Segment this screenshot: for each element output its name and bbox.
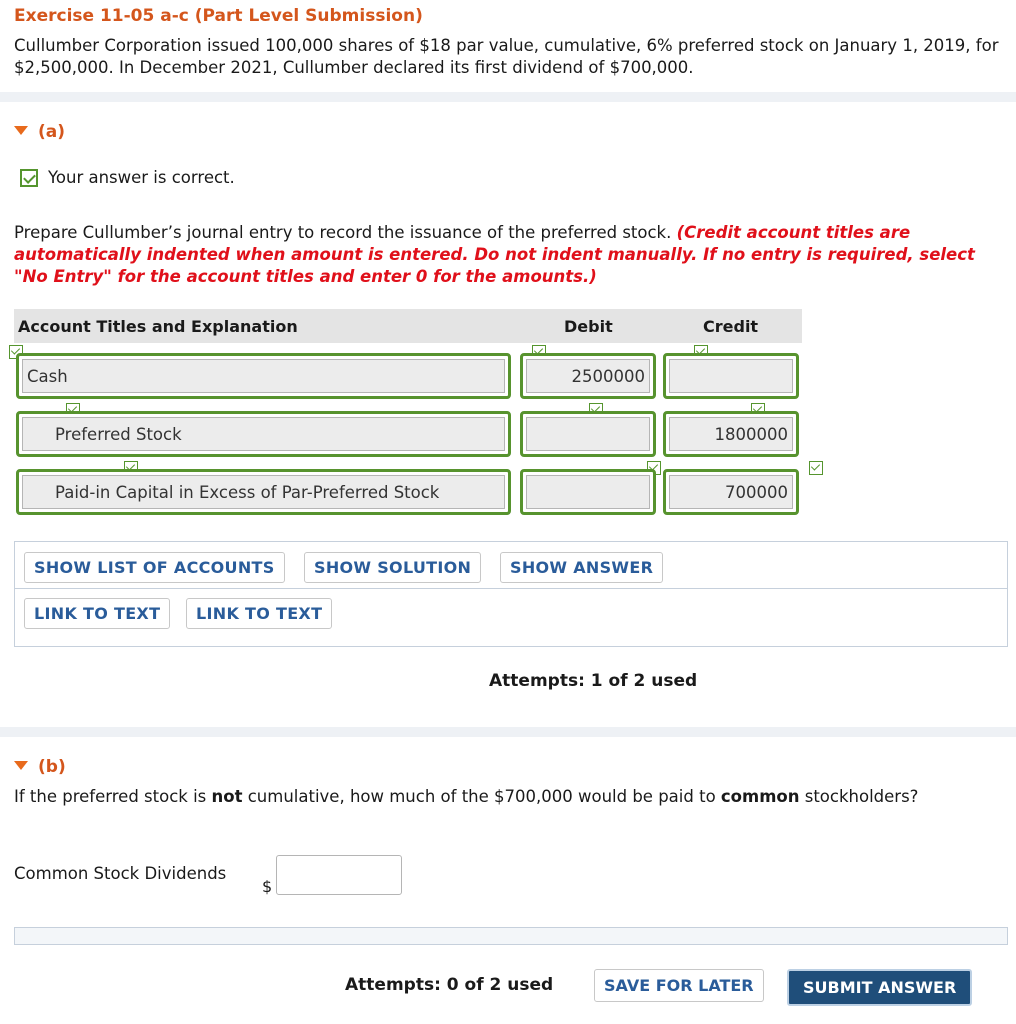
part-b-question [14, 786, 994, 808]
exercise-title: Exercise 11-05 a-c (Part Level Submission) [14, 6, 423, 26]
correct-message: Your answer is correct. [48, 168, 235, 187]
save-for-later-button[interactable]: SAVE FOR LATER [594, 969, 764, 1002]
account-value: Cash [22, 359, 505, 393]
account-field-row-3[interactable] [16, 469, 511, 515]
submit-answer-button[interactable]: SUBMIT ANSWER [787, 969, 972, 1006]
common-stock-dividends-label: Common Stock Dividends [14, 864, 227, 883]
question-emphasis-common: common [720, 787, 800, 806]
part-b-toggle[interactable] [14, 757, 66, 777]
question-text: If the preferred stock is [14, 787, 212, 806]
credit-field-row-3[interactable] [663, 469, 799, 515]
account-value: Preferred Stock [22, 417, 505, 451]
journal-table-header [14, 309, 802, 343]
row-3-credit-check-icon [809, 461, 823, 475]
col-header-account: Account Titles and Explanation [18, 317, 298, 336]
credit-value [669, 359, 793, 393]
credit-value: 1800000 [669, 417, 793, 451]
debit-value: 2500000 [526, 359, 650, 393]
debit-value [526, 417, 650, 451]
account-field-row-2[interactable] [16, 411, 511, 457]
common-stock-dividends-input[interactable] [276, 855, 402, 895]
part-a-attempts: Attempts: 1 of 2 used [489, 671, 698, 691]
account-field-row-1[interactable] [16, 353, 511, 399]
question-text: stockholders? [799, 787, 919, 806]
collapse-triangle-icon [14, 126, 28, 135]
credit-field-row-2[interactable] [663, 411, 799, 457]
tools-divider [15, 588, 1007, 589]
show-answer-button[interactable]: SHOW ANSWER [500, 552, 663, 583]
feedback-bar [14, 927, 1008, 945]
col-header-debit: Debit [564, 317, 613, 336]
link-to-text-button-2[interactable]: LINK TO TEXT [186, 598, 332, 629]
debit-value [526, 475, 650, 509]
part-a-prompt [14, 222, 1004, 288]
col-header-credit: Credit [703, 317, 759, 336]
question-text: cumulative, how much of the $700,000 would be paid to [242, 787, 721, 806]
question-emphasis-not: not [211, 787, 243, 806]
section-divider [0, 92, 1016, 102]
account-value: Paid-in Capital in Excess of Par-Preferred Stock [22, 475, 505, 509]
prompt-text: Prepare Cullumber’s journal entry to record the issuance of the preferred stock. [14, 223, 672, 242]
collapse-triangle-icon [14, 761, 28, 770]
show-solution-button[interactable]: SHOW SOLUTION [304, 552, 481, 583]
part-b-attempts: Attempts: 0 of 2 used [345, 975, 554, 995]
debit-field-row-1[interactable] [520, 353, 656, 399]
currency-symbol: $ [262, 877, 273, 896]
prompt-instructions: (Credit account titles are automatically indented when amount is entered. Do not indent manually. If no entry is required, select "No Entry" for the account titles and enter 0 for the amounts.) [14, 223, 975, 286]
part-b-label: (b) [38, 757, 66, 777]
link-to-text-button-1[interactable]: LINK TO TEXT [24, 598, 170, 629]
tools-panel [14, 541, 1008, 647]
part-a-label: (a) [38, 122, 66, 142]
show-list-of-accounts-button[interactable]: SHOW LIST OF ACCOUNTS [24, 552, 285, 583]
debit-field-row-3[interactable] [520, 469, 656, 515]
credit-value: 700000 [669, 475, 793, 509]
section-divider [0, 727, 1016, 737]
part-a-toggle[interactable] [14, 122, 65, 142]
credit-field-row-1[interactable] [663, 353, 799, 399]
checkmark-icon [20, 169, 38, 187]
exercise-intro: Cullumber Corporation issued 100,000 shares of $18 par value, cumulative, 6% preferred stock on January 1, 2019, for $2,500,000. In December 2021, Cullumber declared its first dividend of $700,000. [14, 36, 999, 77]
correct-notice [20, 168, 235, 187]
debit-field-row-2[interactable] [520, 411, 656, 457]
